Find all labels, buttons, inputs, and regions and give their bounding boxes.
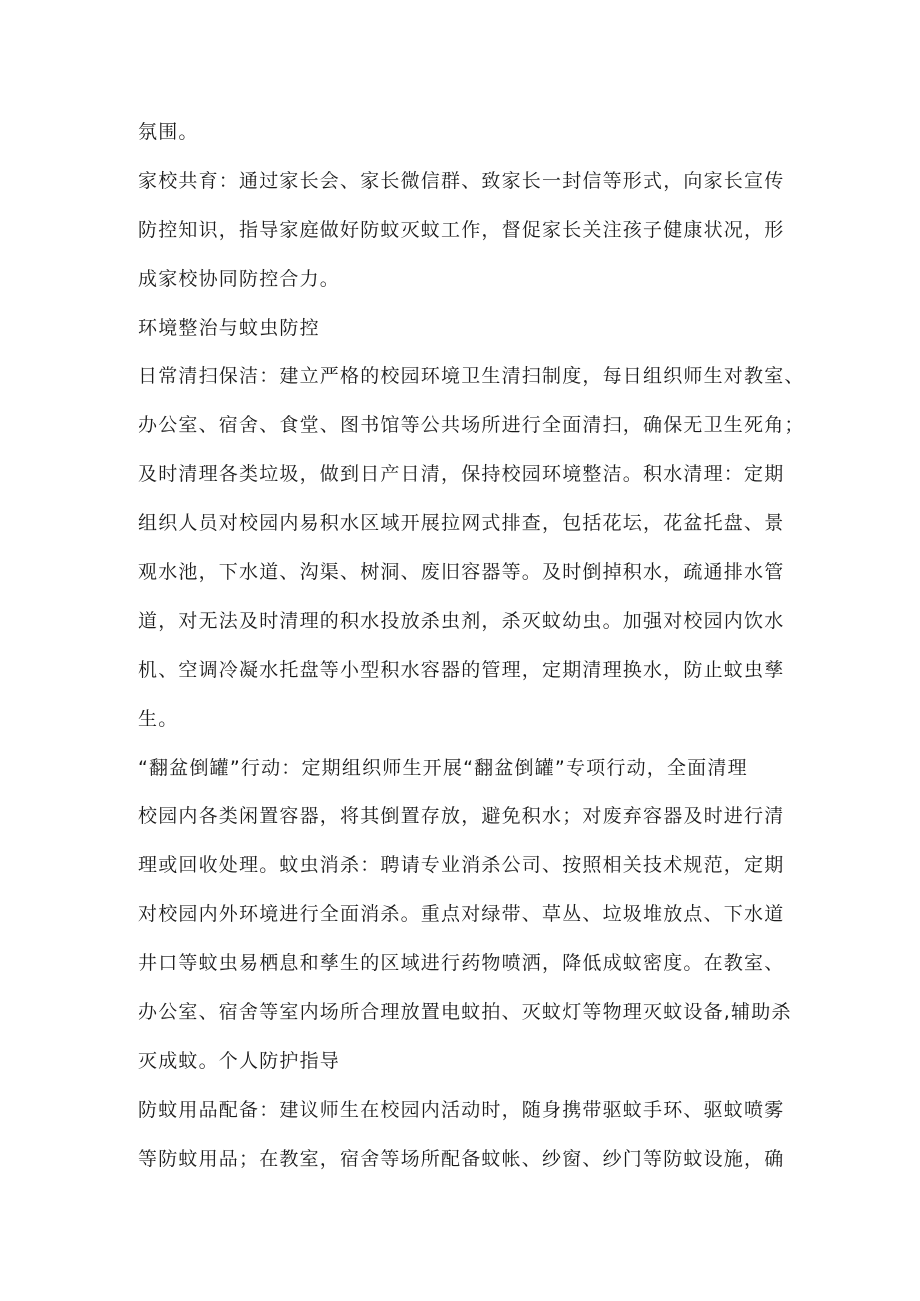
body-text bbox=[138, 108, 805, 1184]
text-line: 道，对无法及时清理的积水投放杀虫剂，杀灭蚊幼虫。加强对校园内饮水 bbox=[138, 609, 785, 632]
text-line: 观水池，下水道、沟渠、树洞、废旧容器等。及时倒掉积水，疏通排水管 bbox=[138, 561, 785, 584]
text-line: 灭成蚊。个人防护指导 bbox=[138, 1049, 341, 1072]
text-line: 井口等蚊虫易栖息和孳生的区域进行药物喷洒，降低成蚊密度。在教室、 bbox=[138, 952, 785, 975]
text-line: 家校共育：通过家长会、家长微信群、致家长一封信等形式，向家长宣传 bbox=[138, 169, 785, 192]
text-line: 校园内各类闲置容器，将其倒置存放，避免积水；对废弃容器及时进行清 bbox=[138, 805, 785, 828]
text-line: 机、空调冷凝水托盘等小型积水容器的管理，定期清理换水，防止蚊虫孳 bbox=[138, 658, 785, 681]
text-line: 生。 bbox=[138, 707, 179, 730]
text-line: 氛围。 bbox=[138, 121, 199, 143]
text-line: “翻盆倒罐”行动：定期组织师生开展“翻盆倒罐”专项行动，全面清理 bbox=[138, 756, 748, 779]
text-line: 成家校协同防控合力。 bbox=[138, 267, 341, 290]
text-line: 办公室、宿舍、食堂、图书馆等公共场所进行全面清扫，确保无卫生死角； bbox=[138, 414, 805, 437]
text-line: 及时清理各类垃圾，做到日产日清，保持校园环境整洁。积水清理：定期 bbox=[138, 463, 785, 486]
text-line: 组织人员对校园内易积水区域开展拉网式排查，包括花坛，花盆托盘、景 bbox=[138, 512, 785, 535]
section-heading: 环境整治与蚊虫防控 bbox=[138, 316, 320, 339]
text-line: 防控知识，指导家庭做好防蚊灭蚊工作，督促家长关注孩子健康状况，形 bbox=[138, 218, 785, 241]
text-line: 办公室、宿舍等室内场所合理放置电蚊拍、灭蚊灯等物理灭蚊设备,辅助杀 bbox=[138, 1001, 792, 1024]
text-line: 对校园内外环境进行全面消杀。重点对绿带、草丛、垃圾堆放点、下水道 bbox=[138, 903, 785, 926]
text-line: 等防蚊用品；在教室，宿舍等场所配备蚊帐、纱窗、纱门等防蚊设施，确 bbox=[138, 1147, 785, 1170]
text-line: 防蚊用品配备：建议师生在校园内活动时，随身携带驱蚊手环、驱蚊喷雾 bbox=[138, 1098, 785, 1121]
text-line: 日常清扫保洁：建立严格的校园环境卫生清扫制度，每日组织师生对教室、 bbox=[138, 365, 805, 388]
text-line: 理或回收处理。蚊虫消杀：聘请专业消杀公司、按照相关技术规范，定期 bbox=[138, 854, 785, 877]
